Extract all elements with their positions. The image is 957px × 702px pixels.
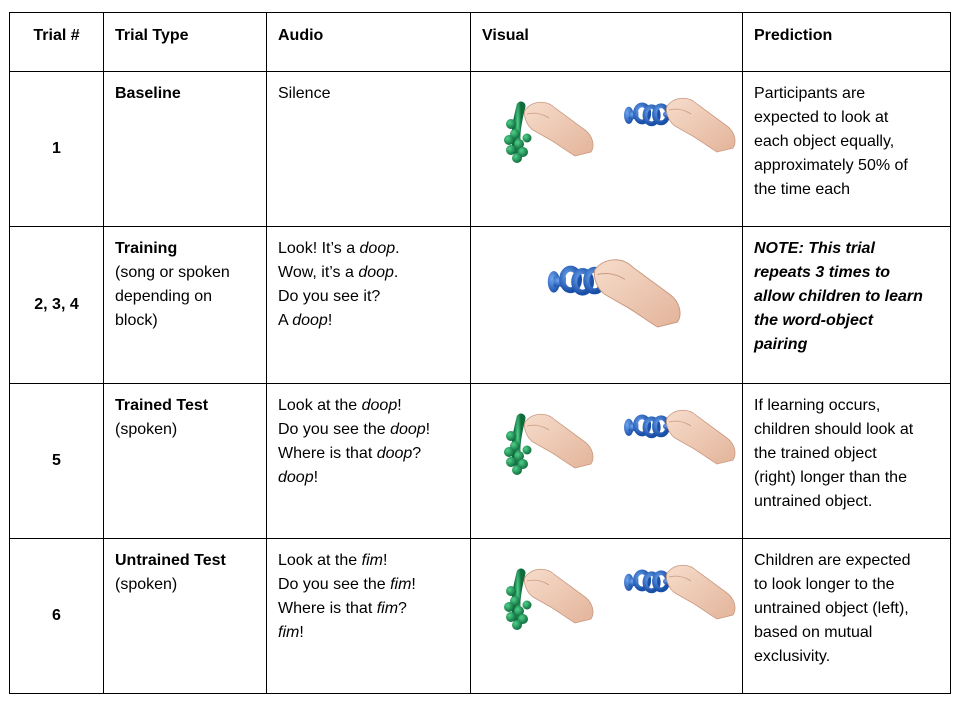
novel-word: doop bbox=[358, 264, 394, 281]
audio-line: Where is that doop? bbox=[278, 445, 422, 462]
prediction-line: the time each bbox=[754, 181, 851, 198]
prediction bbox=[743, 384, 951, 539]
prediction-line: pairing bbox=[754, 336, 808, 353]
table-row bbox=[10, 384, 951, 539]
hand bbox=[524, 414, 593, 468]
audio-line: Silence bbox=[278, 85, 331, 102]
prediction-line: (right) longer than the bbox=[754, 469, 907, 486]
prediction bbox=[743, 227, 951, 384]
prediction-line: each object equally, bbox=[754, 133, 895, 150]
table-row bbox=[10, 227, 951, 384]
novel-word: doop bbox=[359, 240, 396, 257]
prediction-line: Participants are bbox=[754, 85, 866, 102]
prediction-line: NOTE: This trial bbox=[754, 240, 875, 257]
prediction-line: Children are expected bbox=[754, 552, 911, 569]
trial-number: 2, 3, 4 bbox=[10, 227, 104, 384]
prediction-line: the trained object bbox=[754, 445, 877, 462]
visual-cell bbox=[471, 539, 743, 694]
trial-number: 6 bbox=[10, 539, 104, 694]
header-audio: Audio bbox=[267, 13, 471, 72]
trial-type bbox=[104, 539, 267, 694]
header-trial: Trial # bbox=[10, 13, 104, 72]
audio-line: Look! It’s a doop. bbox=[278, 240, 400, 257]
prediction bbox=[743, 539, 951, 694]
trial-type bbox=[104, 227, 267, 384]
audio-script bbox=[267, 227, 471, 384]
prediction-line: approximately 50% of bbox=[754, 157, 908, 174]
audio-line: doop! bbox=[278, 469, 319, 486]
audio-line: Wow, it’s a doop. bbox=[278, 264, 399, 281]
prediction-line: untrained object. bbox=[754, 493, 873, 510]
trial-type-detail: (spoken) bbox=[115, 576, 178, 593]
audio-line: fim! bbox=[278, 624, 304, 641]
hand bbox=[666, 410, 735, 464]
prediction bbox=[743, 72, 951, 227]
hand bbox=[524, 102, 593, 156]
visual-image bbox=[471, 384, 743, 539]
audio-script bbox=[267, 539, 471, 694]
hand bbox=[666, 565, 735, 619]
prediction-line: based on mutual bbox=[754, 624, 873, 641]
trial-type bbox=[104, 72, 267, 227]
hand bbox=[666, 98, 735, 152]
audio-script bbox=[267, 384, 471, 539]
visual-image bbox=[471, 227, 743, 384]
visual-cell bbox=[471, 72, 743, 227]
audio-line: Do you see the doop! bbox=[278, 421, 431, 438]
audio-line: Look at the fim! bbox=[278, 552, 388, 569]
audio-line: Where is that fim? bbox=[278, 600, 407, 617]
trial-type-title: Baseline bbox=[115, 85, 181, 102]
audio-line: Look at the doop! bbox=[278, 397, 402, 414]
novel-word: fim bbox=[278, 624, 300, 641]
table-row bbox=[10, 539, 951, 694]
audio-line: Do you see it? bbox=[278, 288, 381, 305]
novel-word: doop bbox=[278, 469, 314, 486]
prediction-line: to look longer to the bbox=[754, 576, 895, 593]
table-row bbox=[10, 72, 951, 227]
prediction-line: the word-object bbox=[754, 312, 874, 329]
trial-type-detail: (song or spoken bbox=[115, 264, 230, 281]
prediction-line: untrained object (left), bbox=[754, 600, 909, 617]
visual-cell bbox=[471, 227, 743, 384]
audio-line: A doop! bbox=[278, 312, 333, 329]
audio-line: Do you see the fim! bbox=[278, 576, 416, 593]
prediction-line: repeats 3 times to bbox=[754, 264, 891, 281]
header-visual: Visual bbox=[471, 13, 743, 72]
header-row bbox=[10, 13, 951, 72]
novel-word: doop bbox=[292, 312, 328, 329]
novel-word: fim bbox=[361, 552, 383, 569]
trial-type-title: Untrained Test bbox=[115, 552, 226, 569]
trial-table bbox=[9, 12, 951, 694]
novel-word: doop bbox=[390, 421, 426, 438]
trial-number: 1 bbox=[10, 72, 104, 227]
trial-type-title: Training bbox=[115, 240, 178, 257]
novel-word: fim bbox=[376, 600, 399, 617]
trial-type-detail: block) bbox=[115, 312, 158, 329]
trial-type-detail: depending on bbox=[115, 288, 212, 305]
novel-word: doop bbox=[376, 445, 413, 462]
header-prediction: Prediction bbox=[743, 13, 951, 72]
novel-word: doop bbox=[361, 397, 398, 414]
novel-word: fim bbox=[390, 576, 412, 593]
prediction-line: exclusivity. bbox=[754, 648, 831, 665]
prediction-line: children should look at bbox=[754, 421, 914, 438]
trial-number: 5 bbox=[10, 384, 104, 539]
visual-image bbox=[471, 72, 743, 227]
hand bbox=[524, 569, 593, 623]
header-trial-type: Trial Type bbox=[104, 13, 267, 72]
hand bbox=[594, 260, 680, 327]
audio-script bbox=[267, 72, 471, 227]
prediction-line: If learning occurs, bbox=[754, 397, 881, 414]
trial-type-detail: (spoken) bbox=[115, 421, 178, 438]
prediction-line: expected to look at bbox=[754, 109, 889, 126]
prediction-line: allow children to learn bbox=[754, 288, 923, 305]
visual-cell bbox=[471, 384, 743, 539]
visual-image bbox=[471, 539, 743, 694]
trial-type bbox=[104, 384, 267, 539]
trial-type-title: Trained Test bbox=[115, 397, 209, 414]
